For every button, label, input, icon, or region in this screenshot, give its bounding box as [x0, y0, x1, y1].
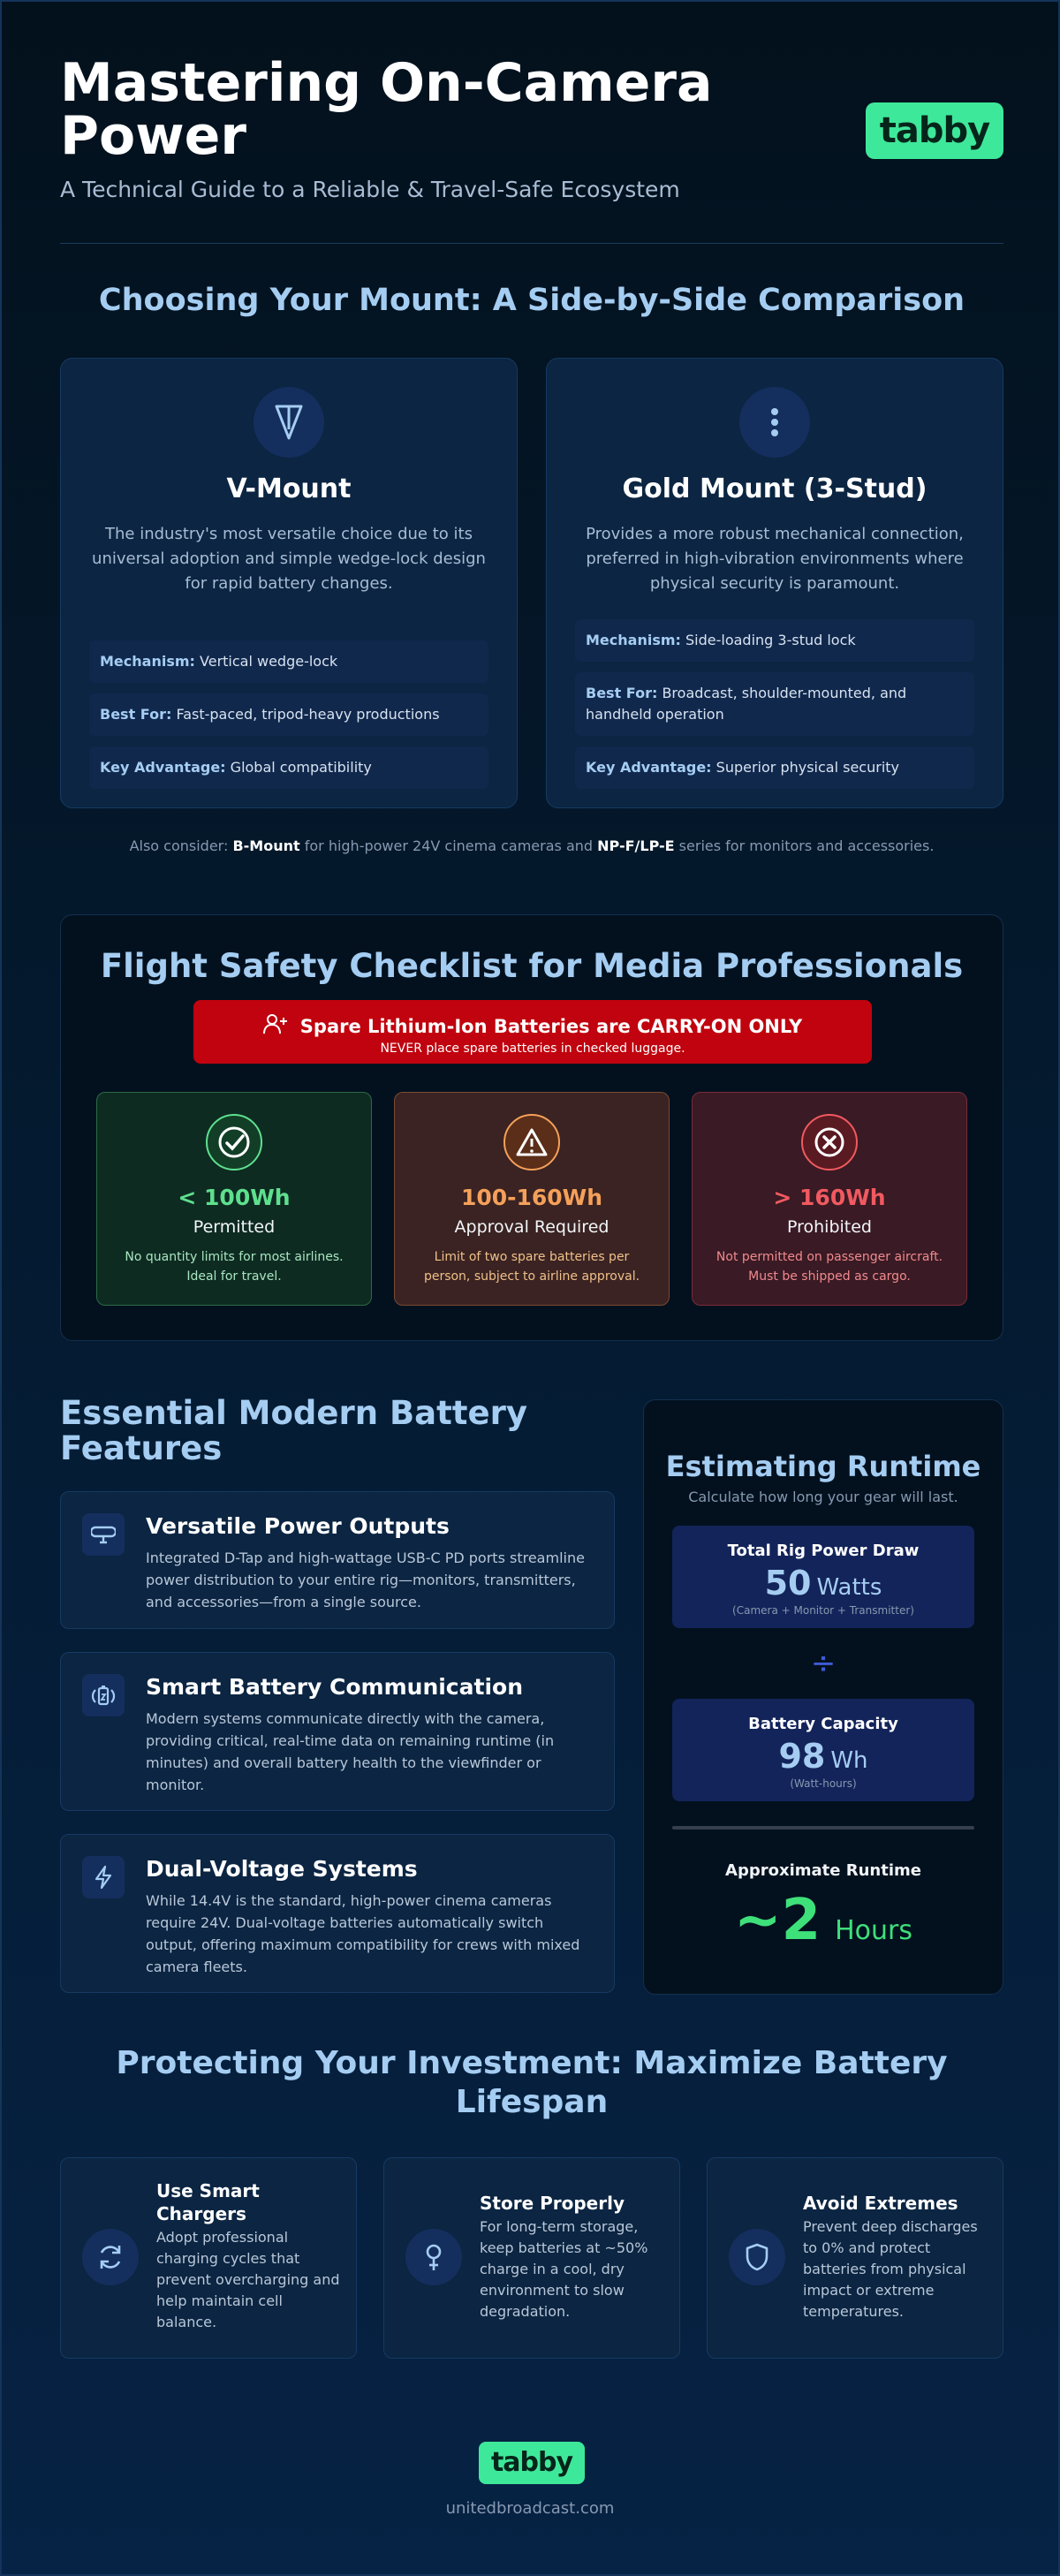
flight-safety-panel [60, 914, 1003, 1341]
mount-spec-advantage: Key Advantage: Superior physical security [575, 746, 974, 789]
footer-logo[interactable]: tabby [479, 2442, 585, 2484]
warning-triangle-icon [504, 1114, 560, 1171]
mount-spec-mechanism: Mechanism: Vertical wedge-lock [89, 640, 488, 683]
mount-spec-best-for: Best For: Broadcast, shoulder-mounted, and handheld operation [575, 672, 974, 736]
tier-value: < 100Wh [178, 1185, 291, 1210]
plug-icon [82, 1513, 125, 1556]
capacity-box [672, 1699, 974, 1801]
feature-text: Integrated D-Tap and high-wattage USB-C PD ports streamline power distribution to your entire rig—monitors, transmitters, and accessories—from a single source. [146, 1549, 585, 1610]
tier-label: Permitted [193, 1217, 276, 1237]
person-add-icon [263, 1012, 288, 1040]
v-triangle-icon [254, 387, 324, 458]
mount-note: Also consider: B-Mount for high-power 24V cinema cameras and NP-F/LP-E series for monitors and accessories. [129, 837, 935, 854]
capacity-value: 98 Wh [778, 1737, 868, 1776]
runtime-result-title: Approximate Runtime [725, 1861, 921, 1880]
carry-on-alert [193, 1000, 872, 1064]
feature-card-smart-communication [60, 1652, 615, 1811]
x-circle-icon [801, 1114, 858, 1171]
capacity-title: Battery Capacity [748, 1715, 898, 1733]
lifespan-item-text: For long-term storage, keep batteries at ~50% charge in a cool, dry environment to slow degradation. [480, 2218, 648, 2320]
page-subtitle: A Technical Guide to a Reliable & Travel-Safe Ecosystem [60, 177, 680, 202]
tier-label: Prohibited [786, 1217, 872, 1237]
feature-text: While 14.4V is the standard, high-power cinema cameras require 24V. Dual-voltage batteries automatically switch output, offering maximum compatibility for crews with mixed camera fleets. [146, 1892, 580, 1975]
mount-name: Gold Mount (3-Stud) [622, 474, 928, 504]
mount-spec-best-for: Best For: Fast-paced, tripod-heavy productions [89, 693, 488, 736]
lifespan-text [156, 2179, 340, 2333]
lifespan-item-text: Adopt professional charging cycles that prevent overcharging and help maintain cell balance. [156, 2229, 340, 2330]
lifespan-item-title: Use Smart Chargers [156, 2180, 260, 2224]
mount-spec-mechanism: Mechanism: Side-loading 3-stud lock [575, 619, 974, 662]
runtime-result-value: ~2 Hours [733, 1888, 913, 1953]
lifespan-text [480, 2192, 663, 2322]
divide-icon: ÷ [810, 1646, 837, 1681]
mount-section-title: Choosing Your Mount: A Side-by-Side Comparison [98, 283, 965, 318]
feature-title: Versatile Power Outputs [146, 1513, 450, 1539]
mount-name: V-Mount [226, 474, 352, 504]
lifespan-item-title: Store Properly [480, 2193, 625, 2214]
feature-title: Smart Battery Communication [146, 1674, 523, 1700]
shield-icon [729, 2229, 785, 2285]
runtime-divider [672, 1826, 974, 1830]
three-dots-icon [739, 387, 810, 458]
tier-value: 100-160Wh [460, 1185, 603, 1210]
lifespan-text [803, 2192, 987, 2322]
mount-spec-advantage: Key Advantage: Global compatibility [89, 746, 488, 789]
feature-card-dual-voltage [60, 1834, 615, 1993]
power-draw-title: Total Rig Power Draw [727, 1542, 920, 1560]
capacity-sub: (Watt-hours) [790, 1777, 857, 1790]
feature-card-power-outputs [60, 1491, 615, 1629]
power-draw-box [672, 1526, 974, 1628]
thermometer-icon [405, 2229, 462, 2285]
feature-text: Modern systems communicate directly with the camera, providing critical, real-time data on remaining runtime (in minutes) and overall battery health to the viewfinder or monitor. [146, 1710, 555, 1793]
runtime-calculator [643, 1399, 1003, 1995]
mount-description: The industry's most versatile choice due to its universal adoption and simple wedge-lock design for rapid battery changes. [92, 525, 486, 593]
runtime-title: Estimating Runtime [665, 1450, 981, 1483]
page-title: Mastering On-Camera Power [60, 52, 713, 167]
tier-text: Limit of two spare batteries per person, subject to airline approval. [423, 1250, 640, 1284]
mount-card-gold-mount [546, 358, 1003, 808]
alert-main-text: Spare Lithium-Ion Batteries are CARRY-ON ONLY [299, 1015, 803, 1037]
tier-value: > 160Wh [773, 1185, 886, 1210]
lifespan-card-chargers [60, 2157, 357, 2359]
lifespan-card-extremes [707, 2157, 1003, 2359]
tier-prohibited [692, 1092, 967, 1306]
mount-description: Provides a more robust mechanical connection, preferred in high-vibration environments where physical security is paramount. [586, 525, 964, 593]
tier-text: No quantity limits for most airlines. Ideal for travel. [125, 1250, 344, 1284]
footer-url[interactable]: unitedbroadcast.com [445, 2499, 615, 2518]
power-draw-value: 50 Watts [764, 1564, 882, 1602]
check-circle-icon [206, 1114, 262, 1171]
lifespan-card-storage [383, 2157, 680, 2359]
header [60, 52, 1003, 244]
brand-logo[interactable]: tabby [866, 102, 1003, 159]
alert-small-text: NEVER place spare batteries in checked luggage. [380, 1042, 685, 1056]
refresh-icon [82, 2229, 139, 2285]
power-draw-sub: (Camera + Monitor + Transmitter) [732, 1604, 914, 1617]
mount-card-v-mount [60, 358, 518, 808]
lifespan-item-title: Avoid Extremes [803, 2193, 958, 2214]
runtime-caption: Calculate how long your gear will last. [688, 1489, 958, 1505]
lifespan-item-text: Prevent deep discharges to 0% and protect batteries from physical impact or extreme temperatures. [803, 2218, 978, 2320]
header-divider [60, 243, 1003, 244]
lightning-icon [82, 1856, 125, 1898]
tier-permitted [96, 1092, 372, 1306]
tier-text: Not permitted on passenger aircraft. Must be shipped as cargo. [716, 1250, 943, 1284]
safety-title: Flight Safety Checklist for Media Professionals [100, 947, 964, 985]
features-title: Essential Modern Battery Features [60, 1394, 527, 1467]
tier-approval [394, 1092, 670, 1306]
feature-title: Dual-Voltage Systems [146, 1856, 418, 1882]
battery-sync-icon [82, 1674, 125, 1716]
lifespan-title: Protecting Your Investment: Maximize Battery Lifespan [116, 2045, 948, 2120]
tier-label: Approval Required [454, 1217, 610, 1237]
